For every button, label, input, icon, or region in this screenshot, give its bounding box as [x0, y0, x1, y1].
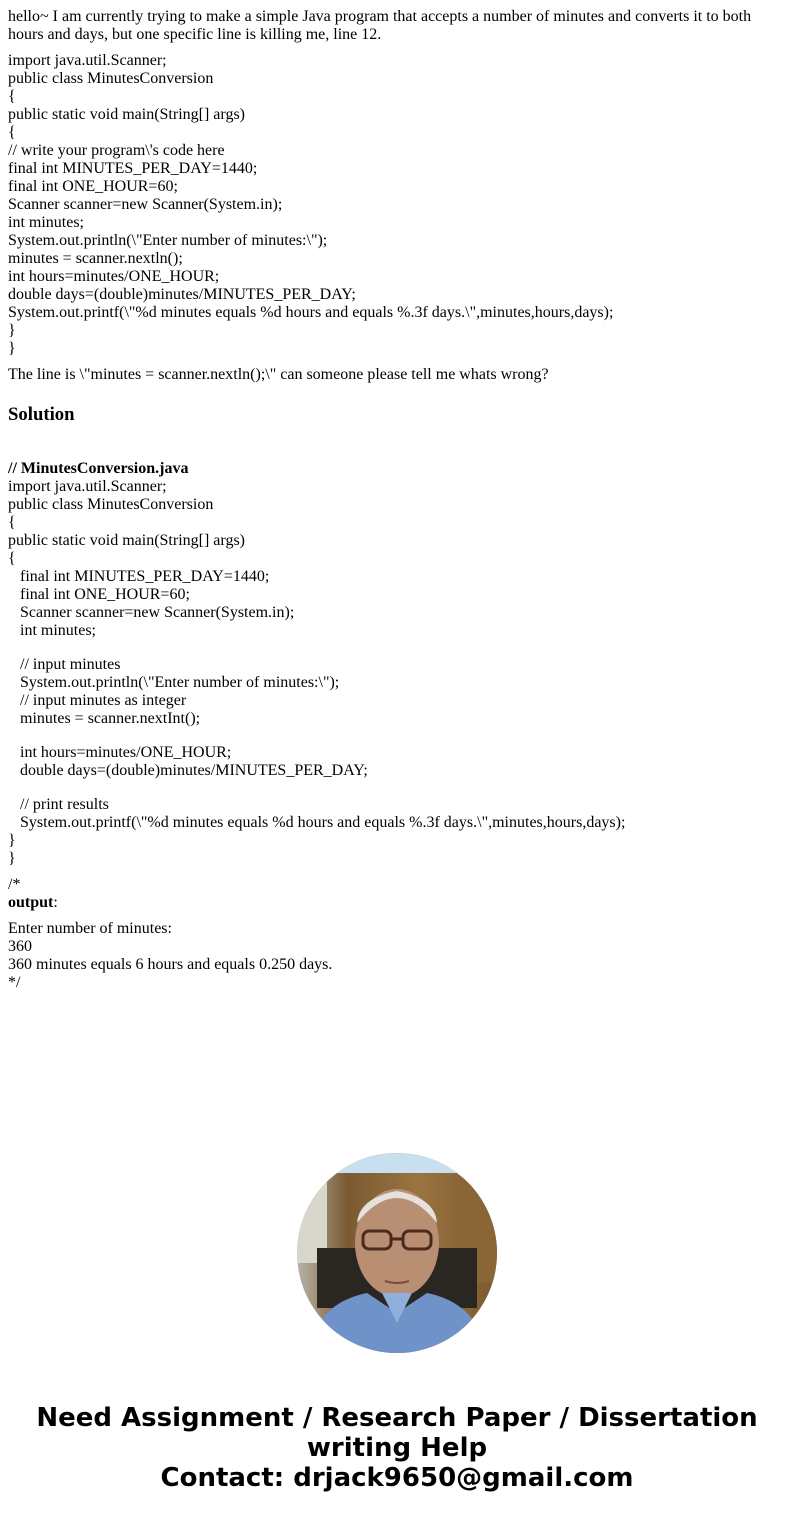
code-line: {	[8, 550, 16, 567]
code-line: public static void main(String[] args)	[8, 106, 245, 123]
code-line: {	[8, 88, 16, 105]
question-closing: The line is \"minutes = scanner.nextln();\" can someone please tell me whats wrong?	[8, 366, 549, 383]
solution-file-label: // MinutesConversion.java	[8, 460, 189, 477]
code-line: import java.util.Scanner;	[8, 52, 167, 69]
code-line: }	[8, 832, 16, 849]
author-portrait-image	[297, 1153, 497, 1353]
comment-open: /*	[8, 876, 21, 893]
code-line: public static void main(String[] args)	[8, 532, 245, 549]
footer-contact: Contact: drjack9650@gmail.com	[160, 1463, 634, 1493]
code-line: int minutes;	[8, 214, 84, 231]
output-colon: :	[53, 894, 58, 911]
output-line: 360	[8, 938, 32, 955]
code-line: System.out.printf(\"%d minutes equals %d hours and equals %.3f days.\",minutes,hours,days);	[8, 814, 626, 831]
code-line: }	[8, 322, 16, 339]
output-line: 360 minutes equals 6 hours and equals 0.250 days.	[8, 956, 333, 973]
code-line: public class MinutesConversion	[8, 496, 214, 513]
code-line: int hours=minutes/ONE_HOUR;	[8, 744, 232, 761]
code-line: minutes = scanner.nextInt();	[8, 710, 201, 727]
code-line: System.out.println(\"Enter number of minutes:\");	[8, 232, 328, 249]
code-line: }	[8, 340, 16, 357]
question-code	[8, 52, 786, 358]
code-line: }	[8, 850, 16, 867]
code-line: double days=(double)minutes/MINUTES_PER_DAY;	[8, 286, 356, 303]
code-line: final int ONE_HOUR=60;	[8, 178, 178, 195]
author-avatar	[297, 1153, 497, 1353]
code-line: // input minutes	[8, 656, 121, 673]
question-intro: hello~ I am currently trying to make a simple Java program that accepts a number of minutes and converts it to both hours and days, but one specific line is killing me, line 12.	[8, 8, 752, 43]
output-line: */	[8, 974, 21, 991]
code-line: // write your program\'s code here	[8, 142, 225, 159]
code-line: int hours=minutes/ONE_HOUR;	[8, 268, 220, 285]
code-line: // input minutes as integer	[8, 692, 187, 709]
footer-line-1: Need Assignment / Research Paper / Dissertation	[36, 1403, 758, 1433]
code-line: final int MINUTES_PER_DAY=1440;	[8, 160, 258, 177]
code-line: System.out.printf(\"%d minutes equals %d hours and equals %.3f days.\",minutes,hours,days);	[8, 304, 614, 321]
footer-banner	[0, 1403, 794, 1493]
code-line: double days=(double)minutes/MINUTES_PER_DAY;	[8, 762, 368, 779]
sample-output	[8, 920, 786, 992]
code-line: Scanner scanner=new Scanner(System.in);	[8, 196, 283, 213]
code-line: public class MinutesConversion	[8, 70, 214, 87]
code-line: Scanner scanner=new Scanner(System.in);	[8, 604, 295, 621]
solution-heading: Solution	[8, 404, 75, 425]
output-label: output	[8, 894, 54, 911]
output-line: Enter number of minutes:	[8, 920, 172, 937]
footer-line-2: writing Help	[306, 1433, 488, 1463]
code-line: {	[8, 124, 16, 141]
code-line: final int ONE_HOUR=60;	[8, 586, 190, 603]
code-line: int minutes;	[8, 622, 96, 639]
document-body	[8, 8, 786, 992]
code-line: final int MINUTES_PER_DAY=1440;	[8, 568, 270, 585]
code-line: // print results	[8, 796, 109, 813]
code-line: import java.util.Scanner;	[8, 478, 167, 495]
code-line: {	[8, 514, 16, 531]
solution-code	[8, 478, 786, 868]
output-label-line	[8, 894, 786, 912]
code-line: System.out.println(\"Enter number of minutes:\");	[8, 674, 340, 691]
code-line: minutes = scanner.nextln();	[8, 250, 183, 267]
